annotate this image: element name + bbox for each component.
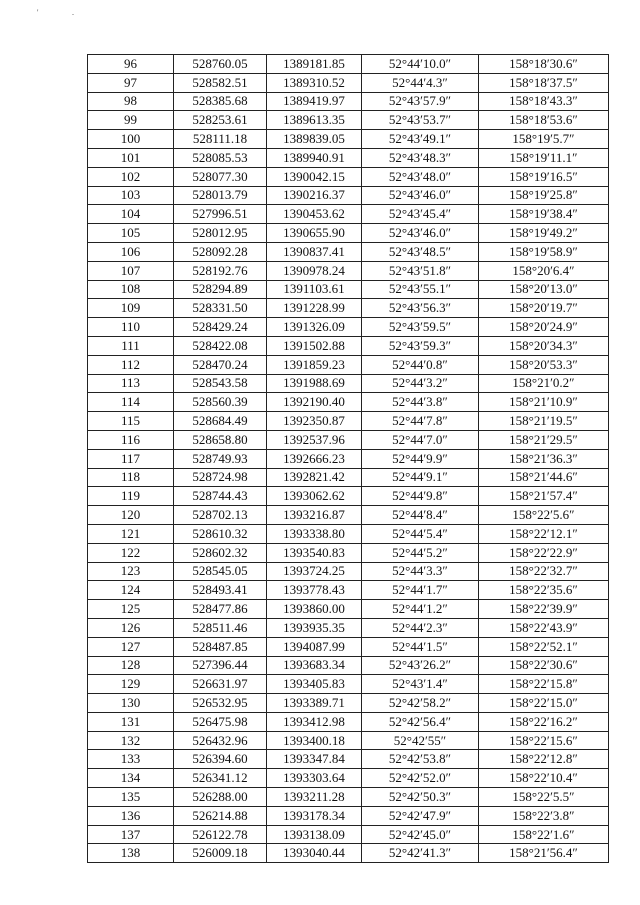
point-number-cell: 129 [88,675,174,694]
point-number-cell: 106 [88,242,174,261]
x-coordinate-cell: 528477.86 [174,600,267,619]
point-number-cell: 126 [88,618,174,637]
latitude-cell: 52°44′7.0″ [362,430,479,449]
latitude-cell: 52°42′47.9″ [362,806,479,825]
longitude-cell: 158°22′43.9″ [479,618,609,637]
y-coordinate-cell: 1393211.28 [267,788,362,807]
latitude-cell: 52°43′51.8″ [362,261,479,280]
table-row [88,167,609,186]
longitude-cell: 158°22′12.8″ [479,750,609,769]
x-coordinate-cell: 528253.61 [174,111,267,130]
table-row [88,675,609,694]
point-number-cell: 99 [88,111,174,130]
table-row [88,712,609,731]
table-row [88,769,609,788]
latitude-cell: 52°42′52.0″ [362,769,479,788]
y-coordinate-cell: 1393412.98 [267,712,362,731]
y-coordinate-cell: 1390216.37 [267,186,362,205]
latitude-cell: 52°43′53.7″ [362,111,479,130]
point-number-cell: 125 [88,600,174,619]
x-coordinate-cell: 527396.44 [174,656,267,675]
point-number-cell: 98 [88,92,174,111]
table-row [88,299,609,318]
longitude-cell: 158°18′30.6″ [479,55,609,74]
table-row [88,487,609,506]
latitude-cell: 52°44′4.3″ [362,73,479,92]
longitude-cell: 158°18′37.5″ [479,73,609,92]
point-number-cell: 122 [88,543,174,562]
y-coordinate-cell: 1391988.69 [267,374,362,393]
y-coordinate-cell: 1394087.99 [267,637,362,656]
longitude-cell: 158°22′32.7″ [479,562,609,581]
latitude-cell: 52°44′8.4″ [362,506,479,525]
x-coordinate-cell: 528013.79 [174,186,267,205]
longitude-cell: 158°20′19.7″ [479,299,609,318]
point-number-cell: 133 [88,750,174,769]
point-number-cell: 117 [88,449,174,468]
latitude-cell: 52°42′58.2″ [362,694,479,713]
longitude-cell: 158°20′34.3″ [479,336,609,355]
table-row [88,449,609,468]
latitude-cell: 52°44′1.7″ [362,581,479,600]
x-coordinate-cell: 528385.68 [174,92,267,111]
x-coordinate-cell: 528487.85 [174,637,267,656]
y-coordinate-cell: 1389613.35 [267,111,362,130]
y-coordinate-cell: 1392350.87 [267,412,362,431]
y-coordinate-cell: 1389940.91 [267,148,362,167]
x-coordinate-cell: 528658.80 [174,430,267,449]
table-row [88,524,609,543]
x-coordinate-cell: 526341.12 [174,769,267,788]
point-number-cell: 135 [88,788,174,807]
scan-mark: . [72,8,74,17]
x-coordinate-cell: 528294.89 [174,280,267,299]
latitude-cell: 52°42′53.8″ [362,750,479,769]
longitude-cell: 158°22′15.8″ [479,675,609,694]
table-row [88,430,609,449]
longitude-cell: 158°22′35.6″ [479,581,609,600]
y-coordinate-cell: 1393935.35 [267,618,362,637]
x-coordinate-cell: 528749.93 [174,449,267,468]
y-coordinate-cell: 1393860.00 [267,600,362,619]
point-number-cell: 112 [88,355,174,374]
y-coordinate-cell: 1393683.34 [267,656,362,675]
latitude-cell: 52°44′9.9″ [362,449,479,468]
x-coordinate-cell: 528724.98 [174,468,267,487]
table-row [88,92,609,111]
table-row [88,73,609,92]
longitude-cell: 158°19′25.8″ [479,186,609,205]
latitude-cell: 52°43′55.1″ [362,280,479,299]
longitude-cell: 158°19′16.5″ [479,167,609,186]
y-coordinate-cell: 1393405.83 [267,675,362,694]
longitude-cell: 158°21′36.3″ [479,449,609,468]
x-coordinate-cell: 526475.98 [174,712,267,731]
table-row [88,412,609,431]
y-coordinate-cell: 1389310.52 [267,73,362,92]
point-number-cell: 110 [88,318,174,337]
y-coordinate-cell: 1393540.83 [267,543,362,562]
point-number-cell: 136 [88,806,174,825]
point-number-cell: 127 [88,637,174,656]
longitude-cell: 158°22′12.1″ [479,524,609,543]
point-number-cell: 109 [88,299,174,318]
y-coordinate-cell: 1391326.09 [267,318,362,337]
table-row [88,280,609,299]
latitude-cell: 52°42′50.3″ [362,788,479,807]
point-number-cell: 114 [88,393,174,412]
point-number-cell: 108 [88,280,174,299]
point-number-cell: 124 [88,581,174,600]
y-coordinate-cell: 1393216.87 [267,506,362,525]
table-row [88,750,609,769]
latitude-cell: 52°44′1.5″ [362,637,479,656]
longitude-cell: 158°21′56.4″ [479,844,609,863]
point-number-cell: 97 [88,73,174,92]
x-coordinate-cell: 528760.05 [174,55,267,74]
latitude-cell: 52°43′1.4″ [362,675,479,694]
longitude-cell: 158°22′15.0″ [479,694,609,713]
point-number-cell: 123 [88,562,174,581]
latitude-cell: 52°43′48.0″ [362,167,479,186]
latitude-cell: 52°43′59.3″ [362,336,479,355]
longitude-cell: 158°22′3.8″ [479,806,609,825]
x-coordinate-cell: 528684.49 [174,412,267,431]
x-coordinate-cell: 528744.43 [174,487,267,506]
latitude-cell: 52°42′55″ [362,731,479,750]
table-row [88,618,609,637]
longitude-cell: 158°22′5.6″ [479,506,609,525]
latitude-cell: 52°44′9.1″ [362,468,479,487]
y-coordinate-cell: 1393400.18 [267,731,362,750]
latitude-cell: 52°43′48.5″ [362,242,479,261]
y-coordinate-cell: 1393338.80 [267,524,362,543]
longitude-cell: 158°21′57.4″ [479,487,609,506]
latitude-cell: 52°44′3.3″ [362,562,479,581]
latitude-cell: 52°43′56.3″ [362,299,479,318]
y-coordinate-cell: 1393178.34 [267,806,362,825]
longitude-cell: 158°19′49.2″ [479,224,609,243]
point-number-cell: 128 [88,656,174,675]
table-row [88,562,609,581]
coordinates-table [87,54,609,863]
point-number-cell: 104 [88,205,174,224]
table-row [88,844,609,863]
y-coordinate-cell: 1393389.71 [267,694,362,713]
longitude-cell: 158°19′5.7″ [479,130,609,149]
x-coordinate-cell: 528429.24 [174,318,267,337]
point-number-cell: 113 [88,374,174,393]
latitude-cell: 52°43′59.5″ [362,318,479,337]
table-row [88,318,609,337]
longitude-cell: 158°22′22.9″ [479,543,609,562]
table-row [88,111,609,130]
table-row [88,731,609,750]
table-row [88,242,609,261]
x-coordinate-cell: 526009.18 [174,844,267,863]
table-row [88,261,609,280]
longitude-cell: 158°21′19.5″ [479,412,609,431]
latitude-cell: 52°43′45.4″ [362,205,479,224]
table-row [88,186,609,205]
y-coordinate-cell: 1389839.05 [267,130,362,149]
table-row [88,468,609,487]
y-coordinate-cell: 1393347.84 [267,750,362,769]
latitude-cell: 52°44′3.2″ [362,374,479,393]
table-row [88,355,609,374]
x-coordinate-cell: 526288.00 [174,788,267,807]
longitude-cell: 158°22′1.6″ [479,825,609,844]
point-number-cell: 137 [88,825,174,844]
table-row [88,55,609,74]
latitude-cell: 52°44′1.2″ [362,600,479,619]
longitude-cell: 158°21′44.6″ [479,468,609,487]
longitude-cell: 158°21′0.2″ [479,374,609,393]
x-coordinate-cell: 526532.95 [174,694,267,713]
table-row [88,506,609,525]
point-number-cell: 130 [88,694,174,713]
longitude-cell: 158°19′38.4″ [479,205,609,224]
x-coordinate-cell: 528493.41 [174,581,267,600]
y-coordinate-cell: 1391103.61 [267,280,362,299]
x-coordinate-cell: 528470.24 [174,355,267,374]
x-coordinate-cell: 528610.32 [174,524,267,543]
y-coordinate-cell: 1392666.23 [267,449,362,468]
latitude-cell: 52°43′57.9″ [362,92,479,111]
point-number-cell: 105 [88,224,174,243]
table-row [88,600,609,619]
point-number-cell: 102 [88,167,174,186]
latitude-cell: 52°44′7.8″ [362,412,479,431]
longitude-cell: 158°21′29.5″ [479,430,609,449]
coordinates-table-body [88,55,609,863]
x-coordinate-cell: 528602.32 [174,543,267,562]
y-coordinate-cell: 1392821.42 [267,468,362,487]
latitude-cell: 52°42′45.0″ [362,825,479,844]
table-row [88,336,609,355]
point-number-cell: 103 [88,186,174,205]
longitude-cell: 158°22′15.6″ [479,731,609,750]
latitude-cell: 52°43′46.0″ [362,224,479,243]
y-coordinate-cell: 1392537.96 [267,430,362,449]
point-number-cell: 107 [88,261,174,280]
table-row [88,393,609,412]
y-coordinate-cell: 1393040.44 [267,844,362,863]
table-row [88,825,609,844]
point-number-cell: 118 [88,468,174,487]
x-coordinate-cell: 528582.51 [174,73,267,92]
table-row [88,806,609,825]
x-coordinate-cell: 527996.51 [174,205,267,224]
point-number-cell: 116 [88,430,174,449]
y-coordinate-cell: 1393778.43 [267,581,362,600]
x-coordinate-cell: 528077.30 [174,167,267,186]
longitude-cell: 158°18′53.6″ [479,111,609,130]
y-coordinate-cell: 1391228.99 [267,299,362,318]
y-coordinate-cell: 1390655.90 [267,224,362,243]
scan-mark: ' [37,8,39,17]
latitude-cell: 52°43′48.3″ [362,148,479,167]
point-number-cell: 131 [88,712,174,731]
longitude-cell: 158°21′10.9″ [479,393,609,412]
latitude-cell: 52°43′49.1″ [362,130,479,149]
point-number-cell: 132 [88,731,174,750]
x-coordinate-cell: 528192.76 [174,261,267,280]
longitude-cell: 158°20′53.3″ [479,355,609,374]
y-coordinate-cell: 1389181.85 [267,55,362,74]
latitude-cell: 52°44′5.2″ [362,543,479,562]
x-coordinate-cell: 526631.97 [174,675,267,694]
point-number-cell: 119 [88,487,174,506]
x-coordinate-cell: 528545.05 [174,562,267,581]
longitude-cell: 158°18′43.3″ [479,92,609,111]
longitude-cell: 158°22′16.2″ [479,712,609,731]
longitude-cell: 158°20′6.4″ [479,261,609,280]
latitude-cell: 52°44′2.3″ [362,618,479,637]
longitude-cell: 158°22′5.5″ [479,788,609,807]
longitude-cell: 158°22′39.9″ [479,600,609,619]
latitude-cell: 52°42′56.4″ [362,712,479,731]
latitude-cell: 52°44′0.8″ [362,355,479,374]
table-row [88,148,609,167]
latitude-cell: 52°44′5.4″ [362,524,479,543]
x-coordinate-cell: 528702.13 [174,506,267,525]
longitude-cell: 158°19′11.1″ [479,148,609,167]
longitude-cell: 158°19′58.9″ [479,242,609,261]
latitude-cell: 52°44′3.8″ [362,393,479,412]
table-row [88,637,609,656]
point-number-cell: 115 [88,412,174,431]
table-row [88,656,609,675]
longitude-cell: 158°20′24.9″ [479,318,609,337]
table-row [88,581,609,600]
x-coordinate-cell: 528092.28 [174,242,267,261]
table-row [88,788,609,807]
table-row [88,224,609,243]
y-coordinate-cell: 1393138.09 [267,825,362,844]
x-coordinate-cell: 528331.50 [174,299,267,318]
x-coordinate-cell: 526394.60 [174,750,267,769]
point-number-cell: 101 [88,148,174,167]
longitude-cell: 158°22′10.4″ [479,769,609,788]
y-coordinate-cell: 1390453.62 [267,205,362,224]
point-number-cell: 134 [88,769,174,788]
longitude-cell: 158°22′30.6″ [479,656,609,675]
x-coordinate-cell: 528111.18 [174,130,267,149]
x-coordinate-cell: 528085.53 [174,148,267,167]
latitude-cell: 52°42′41.3″ [362,844,479,863]
y-coordinate-cell: 1393303.64 [267,769,362,788]
table-row [88,374,609,393]
point-number-cell: 96 [88,55,174,74]
point-number-cell: 100 [88,130,174,149]
x-coordinate-cell: 526122.78 [174,825,267,844]
x-coordinate-cell: 528560.39 [174,393,267,412]
table-row [88,694,609,713]
y-coordinate-cell: 1390978.24 [267,261,362,280]
latitude-cell: 52°43′46.0″ [362,186,479,205]
y-coordinate-cell: 1393062.62 [267,487,362,506]
x-coordinate-cell: 528511.46 [174,618,267,637]
latitude-cell: 52°44′10.0″ [362,55,479,74]
y-coordinate-cell: 1391859.23 [267,355,362,374]
y-coordinate-cell: 1391502.88 [267,336,362,355]
y-coordinate-cell: 1393724.25 [267,562,362,581]
table-row [88,543,609,562]
x-coordinate-cell: 528422.08 [174,336,267,355]
x-coordinate-cell: 528543.58 [174,374,267,393]
x-coordinate-cell: 528012.95 [174,224,267,243]
point-number-cell: 121 [88,524,174,543]
table-row [88,130,609,149]
latitude-cell: 52°43′26.2″ [362,656,479,675]
longitude-cell: 158°20′13.0″ [479,280,609,299]
latitude-cell: 52°44′9.8″ [362,487,479,506]
point-number-cell: 120 [88,506,174,525]
point-number-cell: 138 [88,844,174,863]
point-number-cell: 111 [88,336,174,355]
y-coordinate-cell: 1392190.40 [267,393,362,412]
y-coordinate-cell: 1390837.41 [267,242,362,261]
x-coordinate-cell: 526432.96 [174,731,267,750]
longitude-cell: 158°22′52.1″ [479,637,609,656]
y-coordinate-cell: 1390042.15 [267,167,362,186]
table-row [88,205,609,224]
y-coordinate-cell: 1389419.97 [267,92,362,111]
x-coordinate-cell: 526214.88 [174,806,267,825]
